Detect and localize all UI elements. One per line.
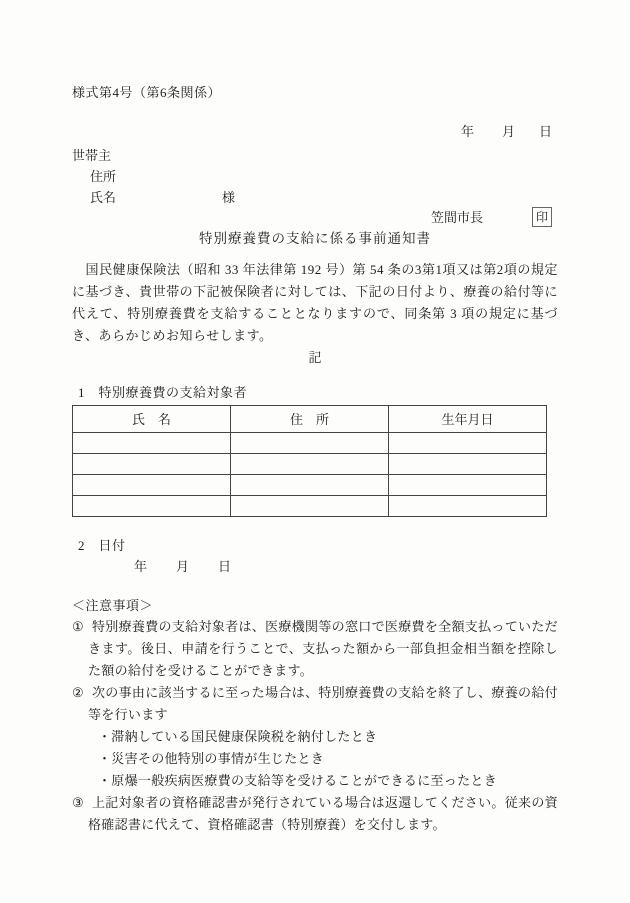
notes-heading: ＜注意事項＞ [72, 598, 154, 613]
table-cell [231, 496, 389, 517]
table-cell [231, 433, 389, 454]
ki-marker: 記 [308, 350, 322, 365]
table-cell [73, 433, 231, 454]
table-row [73, 433, 547, 454]
month-label: 月 [501, 124, 515, 139]
note-marker: ① [72, 619, 84, 634]
recipients-table [72, 405, 547, 517]
table-cell [389, 433, 547, 454]
day-label: 日 [538, 124, 552, 139]
note-bullet: ・災害その他特別の事情が生じたとき [98, 751, 325, 766]
table-cell [73, 475, 231, 496]
seal-box: 印 [532, 207, 552, 227]
year-label: 年 [134, 559, 148, 574]
note-marker: ② [72, 685, 84, 700]
address-label: 住所 [90, 169, 117, 184]
date-line-section2 [72, 556, 558, 577]
table-row [73, 496, 547, 517]
name-label: 氏名 [90, 190, 117, 205]
column-header-birthdate: 生年月日 [389, 406, 547, 433]
address-line [72, 166, 558, 187]
document-title: 特別療養費の支給に係る事前通知書 [199, 231, 431, 246]
date-line-top [72, 121, 558, 142]
table-cell [389, 454, 547, 475]
section2-heading: 2 日付 [78, 538, 126, 553]
table-row [73, 475, 547, 496]
table-header-row [73, 406, 547, 433]
note-item-3 [72, 792, 558, 836]
month-label: 月 [176, 559, 190, 574]
note-text: 次の事由に該当するに至った場合は、特別療養費の支給を終了し、療養の給付等を行います [88, 685, 558, 722]
body-paragraph: 国民健康保険法（昭和 33 年法律第 192 号）第 54 条の3第1項又は第2項の規定に基づき、貴世帯の下記被保険者に対しては、下記の日付より、療養の給付等に代えて、特別療養費を支給することとなりますので、同条第 3 項の規定に基づき、あらかじめお知らせします。 [72, 262, 558, 343]
section1-heading: 1 特別療養費の支給対象者 [78, 385, 248, 400]
householder-label: 世帯主 [72, 148, 112, 163]
note-text: 特別療養費の支給対象者は、医療機関等の窓口で医療費を全額支払っていただきます。後日、申請を行うことで、支払った額から一部負担金相当額を控除した額の給付を受けることができます。 [88, 619, 558, 678]
form-number: 様式第4号（第6条関係） [72, 85, 222, 100]
note-bullet: ・滞納している国民健康保険税を納付したとき [98, 729, 378, 744]
mayor-label: 笠間市長 [430, 209, 483, 225]
note-item-1 [72, 616, 558, 682]
day-label: 日 [218, 559, 232, 574]
table-cell [389, 496, 547, 517]
table-cell [389, 475, 547, 496]
year-label: 年 [460, 124, 474, 139]
honorific-label: 様 [222, 190, 236, 205]
note-text: 上記対象者の資格確認書が発行されている場合は返還してください。従来の資格確認書に代えて、資格確認書（特別療養）を交付します。 [88, 795, 558, 832]
table-cell [73, 496, 231, 517]
table-cell [231, 454, 389, 475]
name-line [72, 187, 558, 208]
note-bullet: ・原爆一般疾病医療費の支給等を受けることができるに至ったとき [98, 773, 498, 788]
table-cell [73, 454, 231, 475]
note-item-2 [72, 682, 558, 726]
note-marker: ③ [72, 795, 84, 810]
table-row [73, 454, 547, 475]
column-header-name: 氏 名 [73, 406, 231, 433]
table-cell [231, 475, 389, 496]
column-header-address: 住 所 [231, 406, 389, 433]
sender-line [72, 206, 558, 228]
